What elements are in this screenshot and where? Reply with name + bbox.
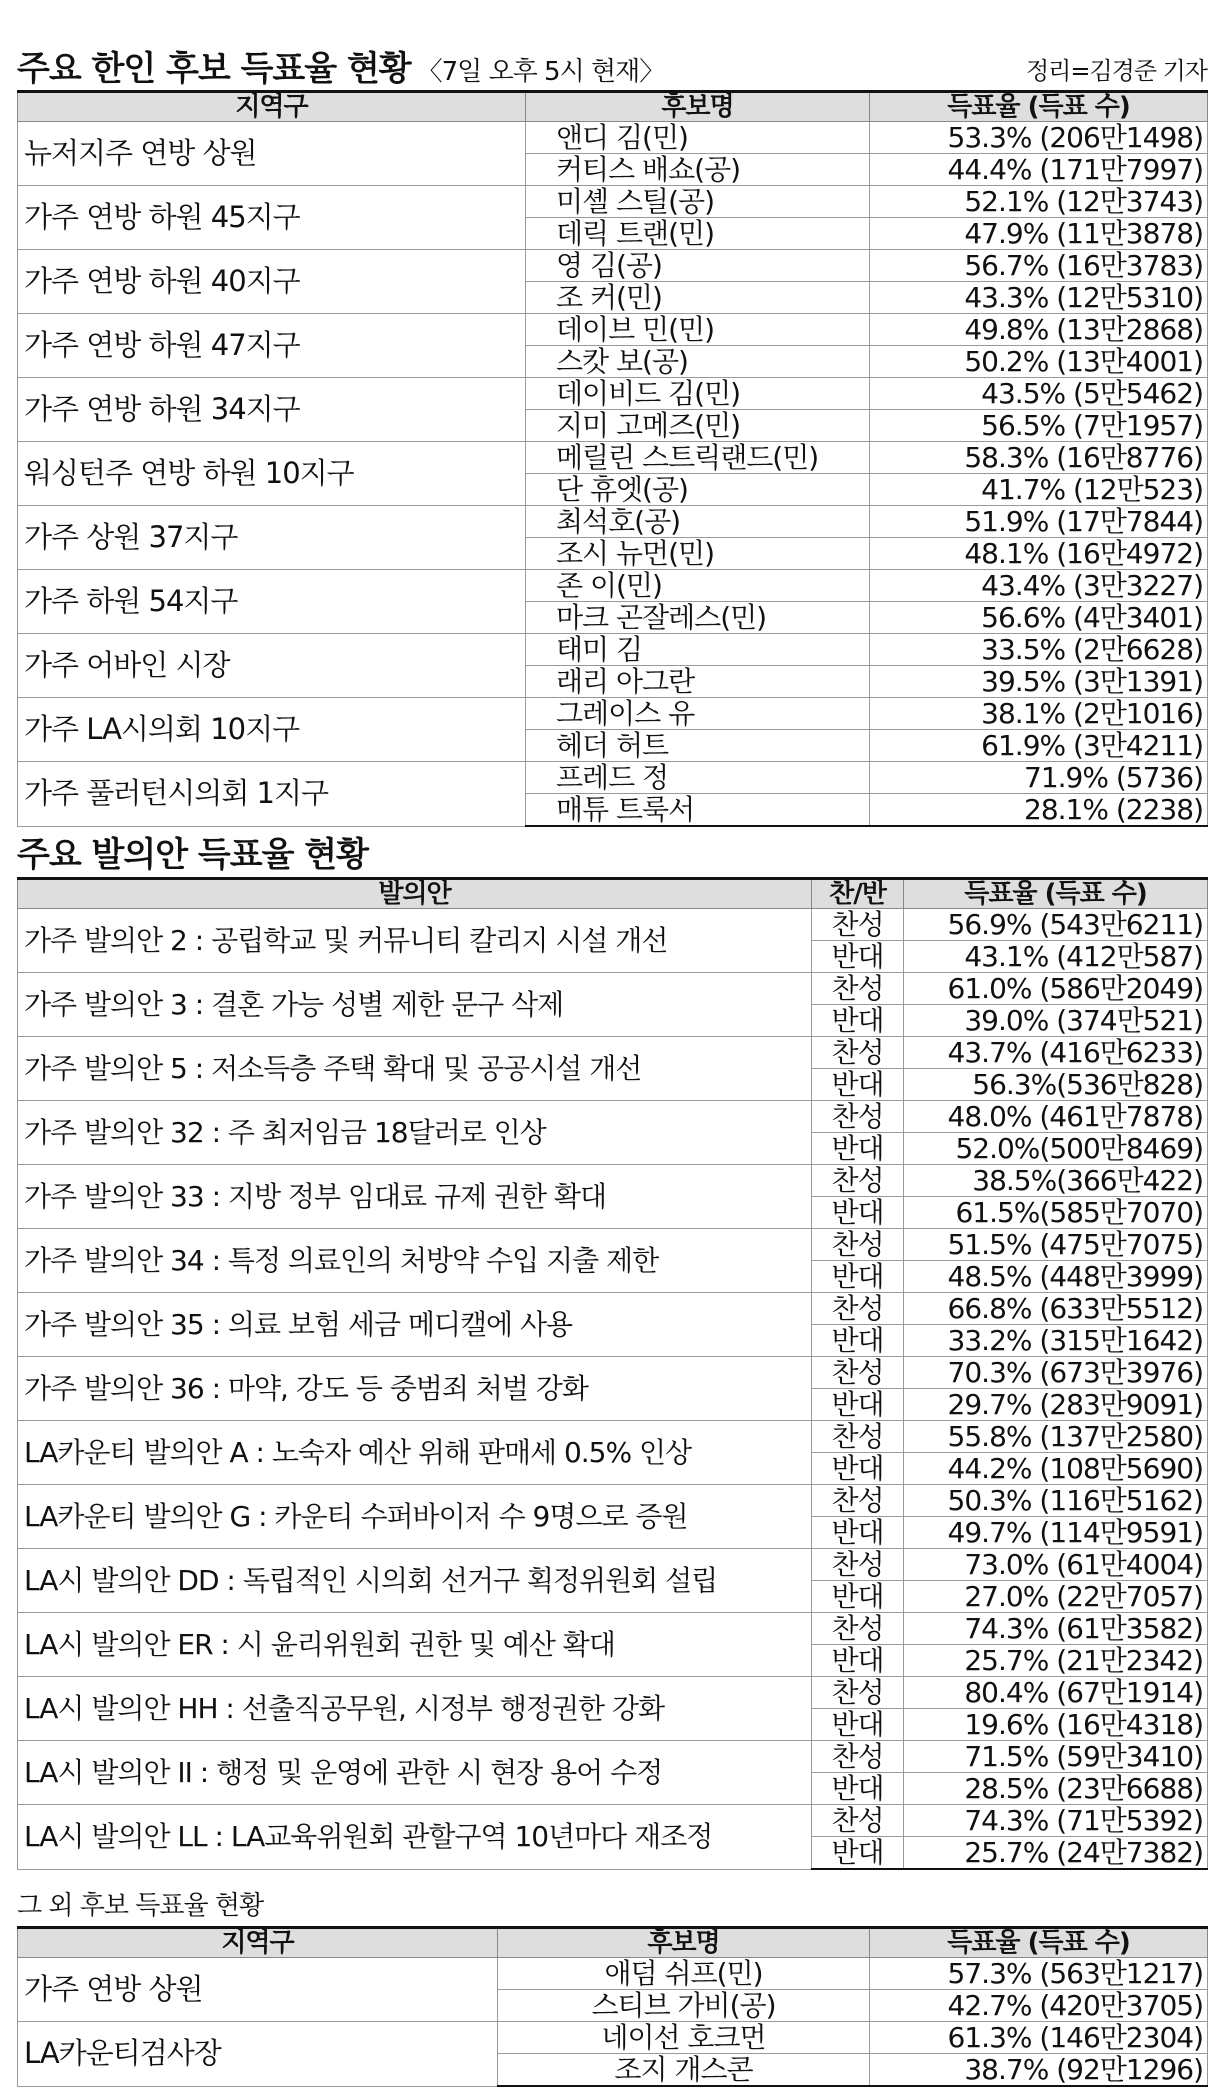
table-row [18,1805,1208,1837]
rate-cell: 51.9% (17만7844) [870,506,1208,538]
rate-cell: 49.7% (114만9591) [904,1517,1208,1549]
rate-cell: 47.9% (11만3878) [870,218,1208,250]
rate-cell: 27.0% (22만7057) [904,1581,1208,1613]
table-row [18,698,1208,730]
candidate-cell: 앤디 김(민) [526,122,870,154]
candidate-cell: 네이선 호크먼 [498,2022,870,2054]
candidate-cell: 데릭 트랜(민) [526,218,870,250]
rate-cell: 50.2% (13만4001) [870,346,1208,378]
candidate-cell: 최석호(공) [526,506,870,538]
rate-cell: 43.5% (5만5462) [870,378,1208,410]
rate-cell: 57.3% (563만1217) [870,1958,1208,1990]
proposition-cell: 가주 발의안 34 : 특정 의료인의 처방약 수입 지출 제한 [18,1229,812,1293]
rate-cell: 38.1% (2만1016) [870,698,1208,730]
rate-cell: 71.5% (59만3410) [904,1741,1208,1773]
propositions-title: 주요 발의안 득표율 현황 [17,835,368,875]
table-row [18,634,1208,666]
candidate-cell: 조지 개스콘 [498,2054,870,2087]
candidate-cell: 헤더 허트 [526,730,870,762]
title-text: 주요 한인 후보 득표율 현황 [17,49,411,89]
column-header: 득표율 (득표 수) [904,879,1208,909]
table-row [18,1741,1208,1773]
rate-cell: 25.7% (24만7382) [904,1837,1208,1870]
page [17,0,1207,2087]
vote-label: 찬성 [812,973,904,1005]
rate-cell: 73.0% (61만4004) [904,1549,1208,1581]
table-row [18,378,1208,410]
column-header: 후보명 [526,92,870,122]
region-cell: 가주 연방 하원 40지구 [18,250,526,314]
column-header: 득표율 (득표 수) [870,92,1208,122]
proposition-cell: LA시 발의안 HH : 선출직공무원, 시정부 행정권한 강화 [18,1677,812,1741]
proposition-cell: LA카운티 발의안 G : 카운티 수퍼바이저 수 9명으로 증원 [18,1485,812,1549]
rate-cell: 19.6% (16만4318) [904,1709,1208,1741]
region-cell: 가주 연방 하원 34지구 [18,378,526,442]
table-row [18,314,1208,346]
rate-cell: 38.5%(366만422) [904,1165,1208,1197]
table-row [18,909,1208,941]
vote-label: 찬성 [812,1805,904,1837]
proposition-cell: LA시 발의안 LL : LA교육위원회 관할구역 10년마다 재조정 [18,1805,812,1870]
other-candidates-table [17,1926,1208,2087]
title-subtitle: 〈7일 오후 5시 현재〉 [416,57,665,87]
table-row [18,186,1208,218]
table-header-row [18,879,1208,909]
rate-cell: 80.4% (67만1914) [904,1677,1208,1709]
vote-label: 찬성 [812,909,904,941]
candidate-cell: 그레이스 유 [526,698,870,730]
rate-cell: 56.9% (543만6211) [904,909,1208,941]
column-header: 득표율 (득표 수) [870,1928,1208,1958]
rate-cell: 39.5% (3만1391) [870,666,1208,698]
rate-cell: 56.5% (7만1957) [870,410,1208,442]
vote-label: 반대 [812,941,904,973]
rate-cell: 74.3% (61만3582) [904,1613,1208,1645]
rate-cell: 39.0% (374만521) [904,1005,1208,1037]
rate-cell: 43.4% (3만3227) [870,570,1208,602]
candidate-cell: 매튜 트룩서 [526,794,870,827]
rate-cell: 48.0% (461만7878) [904,1101,1208,1133]
region-cell: 가주 연방 상원 [18,1958,498,2022]
table-row [18,122,1208,154]
candidate-cell: 조시 뉴먼(민) [526,538,870,570]
other-candidates-body [18,1958,1208,2087]
vote-label: 찬성 [812,1677,904,1709]
candidate-cell: 지미 고메즈(민) [526,410,870,442]
vote-label: 반대 [812,1581,904,1613]
vote-label: 반대 [812,1773,904,1805]
table-row [18,1357,1208,1389]
candidate-cell: 단 휴엣(공) [526,474,870,506]
candidate-cell: 미셸 스틸(공) [526,186,870,218]
rate-cell: 41.7% (12만523) [870,474,1208,506]
region-cell: LA카운티검사장 [18,2022,498,2087]
table-row [18,762,1208,794]
rate-cell: 56.6% (4만3401) [870,602,1208,634]
rate-cell: 33.2% (315만1642) [904,1325,1208,1357]
region-cell: 가주 연방 하원 45지구 [18,186,526,250]
table-row [18,1037,1208,1069]
rate-cell: 43.7% (416만6233) [904,1037,1208,1069]
rate-cell: 56.7% (16만3783) [870,250,1208,282]
rate-cell: 48.1% (16만4972) [870,538,1208,570]
proposition-cell: 가주 발의안 2 : 공립학교 및 커뮤니티 칼리지 시설 개선 [18,909,812,973]
rate-cell: 51.5% (475만7075) [904,1229,1208,1261]
table-row [18,250,1208,282]
table-row [18,1421,1208,1453]
vote-label: 반대 [812,1261,904,1293]
proposition-cell: 가주 발의안 36 : 마약, 강도 등 중범죄 처벌 강화 [18,1357,812,1421]
vote-label: 반대 [812,1645,904,1677]
rate-cell: 33.5% (2만6628) [870,634,1208,666]
rate-cell: 44.4% (171만7997) [870,154,1208,186]
table-row [18,1613,1208,1645]
propositions-body [18,909,1208,1870]
rate-cell: 43.3% (12만5310) [870,282,1208,314]
vote-label: 반대 [812,1517,904,1549]
proposition-cell: 가주 발의안 3 : 결혼 가능 성별 제한 문구 삭제 [18,973,812,1037]
candidate-cell: 래리 아그란 [526,666,870,698]
table-row [18,442,1208,474]
candidate-cell: 데이비드 김(민) [526,378,870,410]
proposition-cell: 가주 발의안 32 : 주 최저임금 18달러로 인상 [18,1101,812,1165]
candidate-cell: 스티브 가비(공) [498,1990,870,2022]
candidate-cell: 커티스 배쇼(공) [526,154,870,186]
vote-label: 찬성 [812,1549,904,1581]
vote-label: 찬성 [812,1101,904,1133]
rate-cell: 58.3% (16만8776) [870,442,1208,474]
candidate-cell: 프레드 정 [526,762,870,794]
rate-cell: 25.7% (21만2342) [904,1645,1208,1677]
vote-label: 반대 [812,1837,904,1870]
rate-cell: 55.8% (137만2580) [904,1421,1208,1453]
page-title [17,41,664,90]
rate-cell: 70.3% (673만3976) [904,1357,1208,1389]
candidate-cell: 메릴린 스트릭랜드(민) [526,442,870,474]
vote-label: 찬성 [812,1485,904,1517]
table-row [18,1293,1208,1325]
rate-cell: 49.8% (13만2868) [870,314,1208,346]
vote-label: 찬성 [812,1229,904,1261]
rate-cell: 48.5% (448만3999) [904,1261,1208,1293]
table-header-row [18,92,1208,122]
column-header: 발의안 [18,879,812,909]
rate-cell: 52.0%(500만8469) [904,1133,1208,1165]
vote-label: 찬성 [812,1421,904,1453]
rate-cell: 50.3% (116만5162) [904,1485,1208,1517]
rate-cell: 61.0% (586만2049) [904,973,1208,1005]
candidate-cell: 스캇 보(공) [526,346,870,378]
table-row [18,1485,1208,1517]
candidate-cell: 애덤 쉬프(민) [498,1958,870,1990]
region-cell: 가주 연방 하원 47지구 [18,314,526,378]
table-row [18,1958,1208,1990]
vote-label: 반대 [812,1197,904,1229]
korean-candidates-table [17,90,1208,827]
candidate-cell: 존 이(민) [526,570,870,602]
table-row [18,2022,1208,2054]
credit-line: 정리=김경준 기자 [1025,57,1207,85]
proposition-cell: LA시 발의안 II : 행정 및 운영에 관한 시 현장 용어 수정 [18,1741,812,1805]
region-cell: 뉴저지주 연방 상원 [18,122,526,186]
region-cell: 가주 하원 54지구 [18,570,526,634]
vote-label: 찬성 [812,1613,904,1645]
region-cell: 가주 LA시의회 10지구 [18,698,526,762]
rate-cell: 74.3% (71만5392) [904,1805,1208,1837]
candidate-cell: 영 김(공) [526,250,870,282]
vote-label: 반대 [812,1709,904,1741]
rate-cell: 28.1% (2238) [870,794,1208,827]
table-header-row [18,1928,1208,1958]
vote-label: 반대 [812,1133,904,1165]
vote-label: 찬성 [812,1293,904,1325]
rate-cell: 38.7% (92만1296) [870,2054,1208,2087]
proposition-cell: 가주 발의안 33 : 지방 정부 임대료 규제 권한 확대 [18,1165,812,1229]
rate-cell: 61.5%(585만7070) [904,1197,1208,1229]
vote-label: 반대 [812,1005,904,1037]
column-header: 찬/반 [812,879,904,909]
table-row [18,973,1208,1005]
proposition-cell: LA카운티 발의안 A : 노숙자 예산 위해 판매세 0.5% 인상 [18,1421,812,1485]
vote-label: 찬성 [812,1165,904,1197]
rate-cell: 53.3% (206만1498) [870,122,1208,154]
rate-cell: 44.2% (108만5690) [904,1453,1208,1485]
region-cell: 가주 풀러턴시의회 1지구 [18,762,526,827]
rate-cell: 61.3% (146만2304) [870,2022,1208,2054]
proposition-cell: LA시 발의안 ER : 시 윤리위원회 권한 및 예산 확대 [18,1613,812,1677]
region-cell: 워싱턴주 연방 하원 10지구 [18,442,526,506]
table-row [18,1165,1208,1197]
korean-candidates-body [18,122,1208,827]
candidate-cell: 마크 곤잘레스(민) [526,602,870,634]
table-row [18,1101,1208,1133]
table-row [18,1229,1208,1261]
vote-label: 반대 [812,1453,904,1485]
vote-label: 찬성 [812,1741,904,1773]
column-header: 지역구 [18,1928,498,1958]
vote-label: 반대 [812,1389,904,1421]
proposition-cell: LA시 발의안 DD : 독립적인 시의회 선거구 획정위원회 설립 [18,1549,812,1613]
proposition-cell: 가주 발의안 5 : 저소득층 주택 확대 및 공공시설 개선 [18,1037,812,1101]
vote-label: 반대 [812,1325,904,1357]
title-bar [17,42,1207,90]
vote-label: 반대 [812,1069,904,1101]
rate-cell: 28.5% (23만6688) [904,1773,1208,1805]
rate-cell: 42.7% (420만3705) [870,1990,1208,2022]
rate-cell: 52.1% (12만3743) [870,186,1208,218]
candidate-cell: 조 커(민) [526,282,870,314]
propositions-table [17,877,1208,1870]
others-title: 그 외 후보 득표율 현황 [17,1891,264,1921]
table-row [18,1677,1208,1709]
region-cell: 가주 어바인 시장 [18,634,526,698]
table-row [18,1549,1208,1581]
region-cell: 가주 상원 37지구 [18,506,526,570]
rate-cell: 43.1% (412만587) [904,941,1208,973]
rate-cell: 56.3%(536만828) [904,1069,1208,1101]
rate-cell: 29.7% (283만9091) [904,1389,1208,1421]
vote-label: 찬성 [812,1357,904,1389]
candidate-cell: 데이브 민(민) [526,314,870,346]
rate-cell: 71.9% (5736) [870,762,1208,794]
table-row [18,570,1208,602]
rate-cell: 61.9% (3만4211) [870,730,1208,762]
candidate-cell: 태미 김 [526,634,870,666]
column-header: 후보명 [498,1928,870,1958]
vote-label: 찬성 [812,1037,904,1069]
rate-cell: 66.8% (633만5512) [904,1293,1208,1325]
proposition-cell: 가주 발의안 35 : 의료 보험 세금 메디캘에 사용 [18,1293,812,1357]
column-header: 지역구 [18,92,526,122]
table-row [18,506,1208,538]
